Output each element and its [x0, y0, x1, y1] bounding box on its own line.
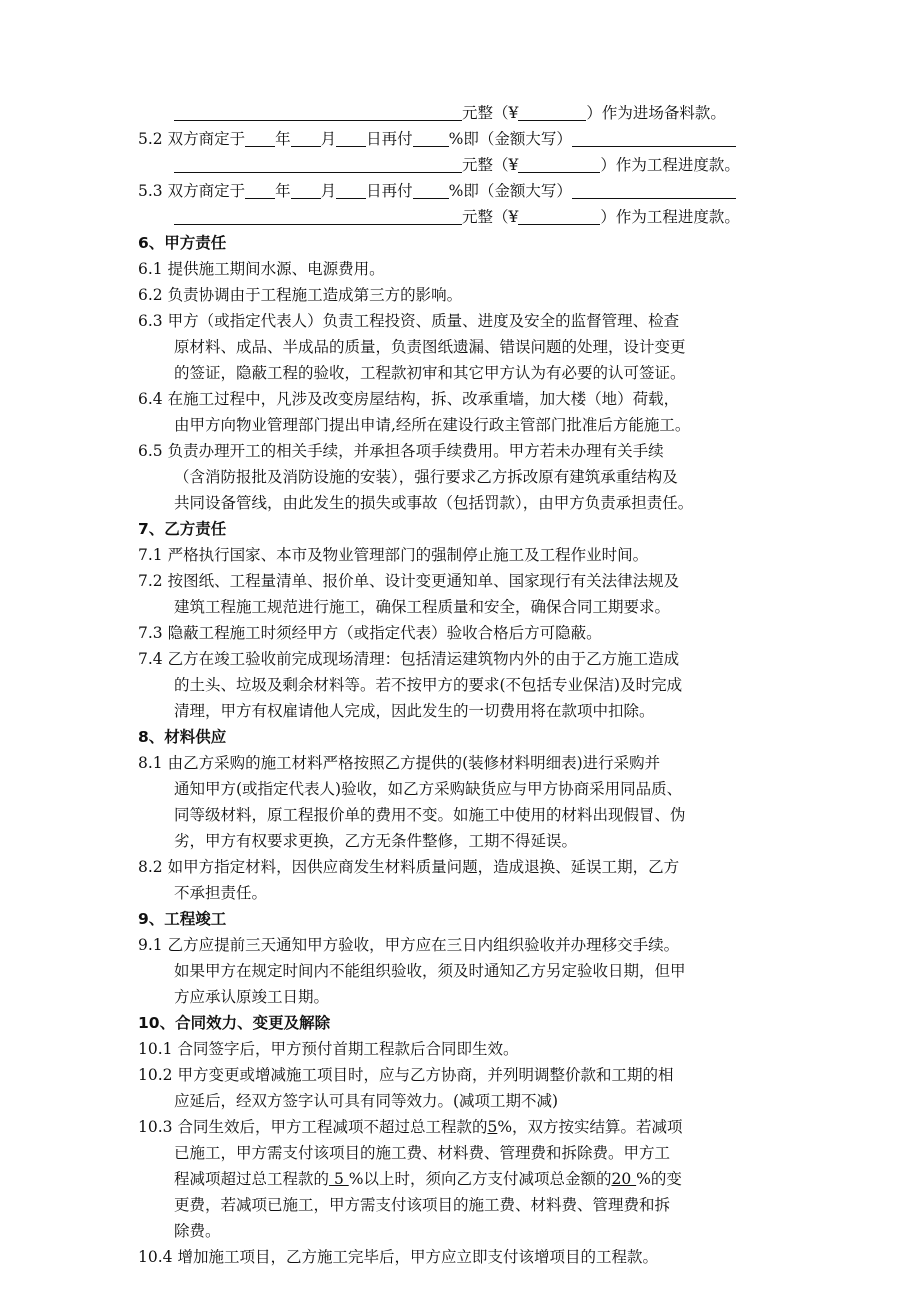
section-heading-10: 10、合同效力、变更及解除: [138, 1014, 331, 1032]
clause-7-2-cont: 建筑工程施工规范进行施工，确保工程质量和安全，确保合同工期要求。: [174, 598, 671, 616]
clause-6-5: 6.5 负责办理开工的相关手续，并承担各项手续费用。甲方若未办理有关手续: [138, 442, 664, 460]
clause-6-3: 6.3 甲方（或指定代表人）负责工程投资、质量、进度及安全的监督管理、检查: [138, 312, 680, 330]
clause-8-1: 8.1 由乙方采购的施工材料严格按照乙方提供的(装修材料明细表)进行采购并: [138, 754, 661, 772]
clause-10-3-cont: 已施工，甲方需支付该项目的施工费、材料费、管理费和拆除费。甲方工: [174, 1144, 671, 1162]
clause-6-1: 6.1 提供施工期间水源、电源费用。: [138, 260, 385, 278]
blank-field[interactable]: [174, 103, 462, 121]
section-heading-8: 8、材料供应: [138, 728, 227, 746]
clause-10-2-cont: 应延后，经双方签字认可具有同等效力。(减项工期不减): [174, 1092, 559, 1110]
clause-6-5-cont: 共同设备管线，由此发生的损失或事故（包括罚款），由甲方负责承担责任。: [174, 494, 694, 512]
payment-line-progress-1: 元整（¥ ）作为工程进度款。: [138, 152, 788, 178]
clause-6-4: 6.4 在施工过程中，凡涉及改变房屋结构，拆、改承重墙，加大楼（地）荷载，: [138, 390, 680, 408]
blank-field[interactable]: [245, 181, 275, 199]
payment-line-deposit: 元整（¥ ）作为进场备料款。: [138, 100, 788, 126]
contract-body: [138, 100, 788, 1270]
section-heading-7: 7、乙方责任: [138, 520, 227, 538]
blank-field[interactable]: [336, 129, 366, 147]
blank-field[interactable]: [572, 181, 736, 199]
clause-10-3-cont: 更费，若减项已施工，甲方需支付该项目的施工费、材料费、管理费和拆: [174, 1196, 671, 1214]
clause-6-3-cont: 的签证，隐蔽工程的验收，工程款初审和其它甲方认为有必要的认可签证。: [174, 364, 686, 382]
clause-10-1: 10.1 合同签字后，甲方预付首期工程款后合同即生效。: [138, 1040, 519, 1058]
section-heading-6: 6、甲方责任: [138, 234, 227, 252]
clause-5-2: 5.2 双方商定于 年 月 日再付 %即（金额大写）: [138, 126, 788, 152]
clause-6-5-cont: （含消防报批及消防设施的安装），强行要求乙方拆改原有建筑承重结构及: [174, 468, 678, 486]
clause-7-2: 7.2 按图纸、工程量清单、报价单、设计变更通知单、国家现行有关法律法规及: [138, 572, 680, 590]
blank-field[interactable]: [518, 155, 600, 173]
clause-8-2: 8.2 如甲方指定材料，因供应商发生材料质量问题，造成退换、延误工期，乙方: [138, 858, 680, 876]
clause-6-3-cont: 原材料、成品、半成品的质量，负责图纸遗漏、错误问题的处理，设计变更: [174, 338, 686, 356]
clause-6-4-cont: 由甲方向物业管理部门提出申请,经所在建设行政主管部门批准后方能施工。: [174, 416, 691, 434]
clause-7-3: 7.3 隐蔽工程施工时须经甲方（或指定代表）验收合格后方可隐蔽。: [138, 624, 602, 642]
blank-field[interactable]: [413, 181, 449, 199]
blank-field[interactable]: [245, 129, 275, 147]
clause-10-2: 10.2 甲方变更或增减施工项目时，应与乙方协商，并列明调整价款和工期的相: [138, 1066, 674, 1084]
clause-8-2-cont: 不承担责任。: [174, 884, 268, 902]
clause-9-1: 9.1 乙方应提前三天通知甲方验收，甲方应在三日内组织验收并办理移交手续。: [138, 936, 680, 954]
clause-7-4-cont: 清理，甲方有权雇请他人完成，因此发生的一切费用将在款项中扣除。: [174, 702, 655, 720]
payment-line-progress-2: 元整（¥ ）作为工程进度款。: [138, 204, 788, 230]
blank-field[interactable]: [518, 207, 600, 225]
blank-field[interactable]: [174, 155, 462, 173]
blank-field[interactable]: [291, 181, 321, 199]
clause-10-3-cont: 程减项超过总工程款的 5 %以上时，须向乙方支付减项总金额的20 %的变: [174, 1170, 682, 1188]
underlined-value: 5: [329, 1170, 349, 1188]
clause-9-1-cont: 方应承认原竣工日期。: [174, 988, 330, 1006]
clause-8-1-cont: 同等级材料，原工程报价单的费用不变。如施工中使用的材料出现假冒、伪: [174, 806, 686, 824]
underlined-value: 20: [611, 1170, 637, 1188]
clause-7-4-cont: 的土头、垃圾及剩余材料等。若不按甲方的要求(不包括专业保洁)及时完成: [174, 676, 683, 694]
clause-7-4: 7.4 乙方在竣工验收前完成现场清理：包括清运建筑物内外的由于乙方施工造成: [138, 650, 680, 668]
blank-field[interactable]: [413, 129, 449, 147]
blank-field[interactable]: [291, 129, 321, 147]
section-heading-9: 9、工程竣工: [138, 910, 227, 928]
clause-7-1: 7.1 严格执行国家、本市及物业管理部门的强制停止施工及工程作业时间。: [138, 546, 649, 564]
clause-8-1-cont: 劣，甲方有权要求更换，乙方无条件整修，工期不得延误。: [174, 832, 578, 850]
clause-5-3: 5.3 双方商定于 年 月 日再付 %即（金额大写）: [138, 178, 788, 204]
clause-8-1-cont: 通知甲方(或指定代表人)验收，如乙方采购缺货应与甲方协商采用同品质、: [174, 780, 683, 798]
blank-field[interactable]: [336, 181, 366, 199]
blank-field[interactable]: [518, 103, 586, 121]
blank-field[interactable]: [174, 207, 462, 225]
clause-10-3-cont: 除费。: [174, 1222, 221, 1240]
underlined-value: 5: [487, 1118, 498, 1136]
clause-6-2: 6.2 负责协调由于工程施工造成第三方的影响。: [138, 286, 463, 304]
clause-9-1-cont: 如果甲方在规定时间内不能组织验收，须及时通知乙方另定验收日期，但甲: [174, 962, 686, 980]
blank-field[interactable]: [572, 129, 736, 147]
clause-10-3: 10.3 合同生效后，甲方工程减项不超过总工程款的5%，双方按实结算。若减项: [138, 1118, 683, 1136]
clause-10-4: 10.4 增加施工项目，乙方施工完毕后，甲方应立即支付该增项目的工程款。: [138, 1248, 658, 1266]
